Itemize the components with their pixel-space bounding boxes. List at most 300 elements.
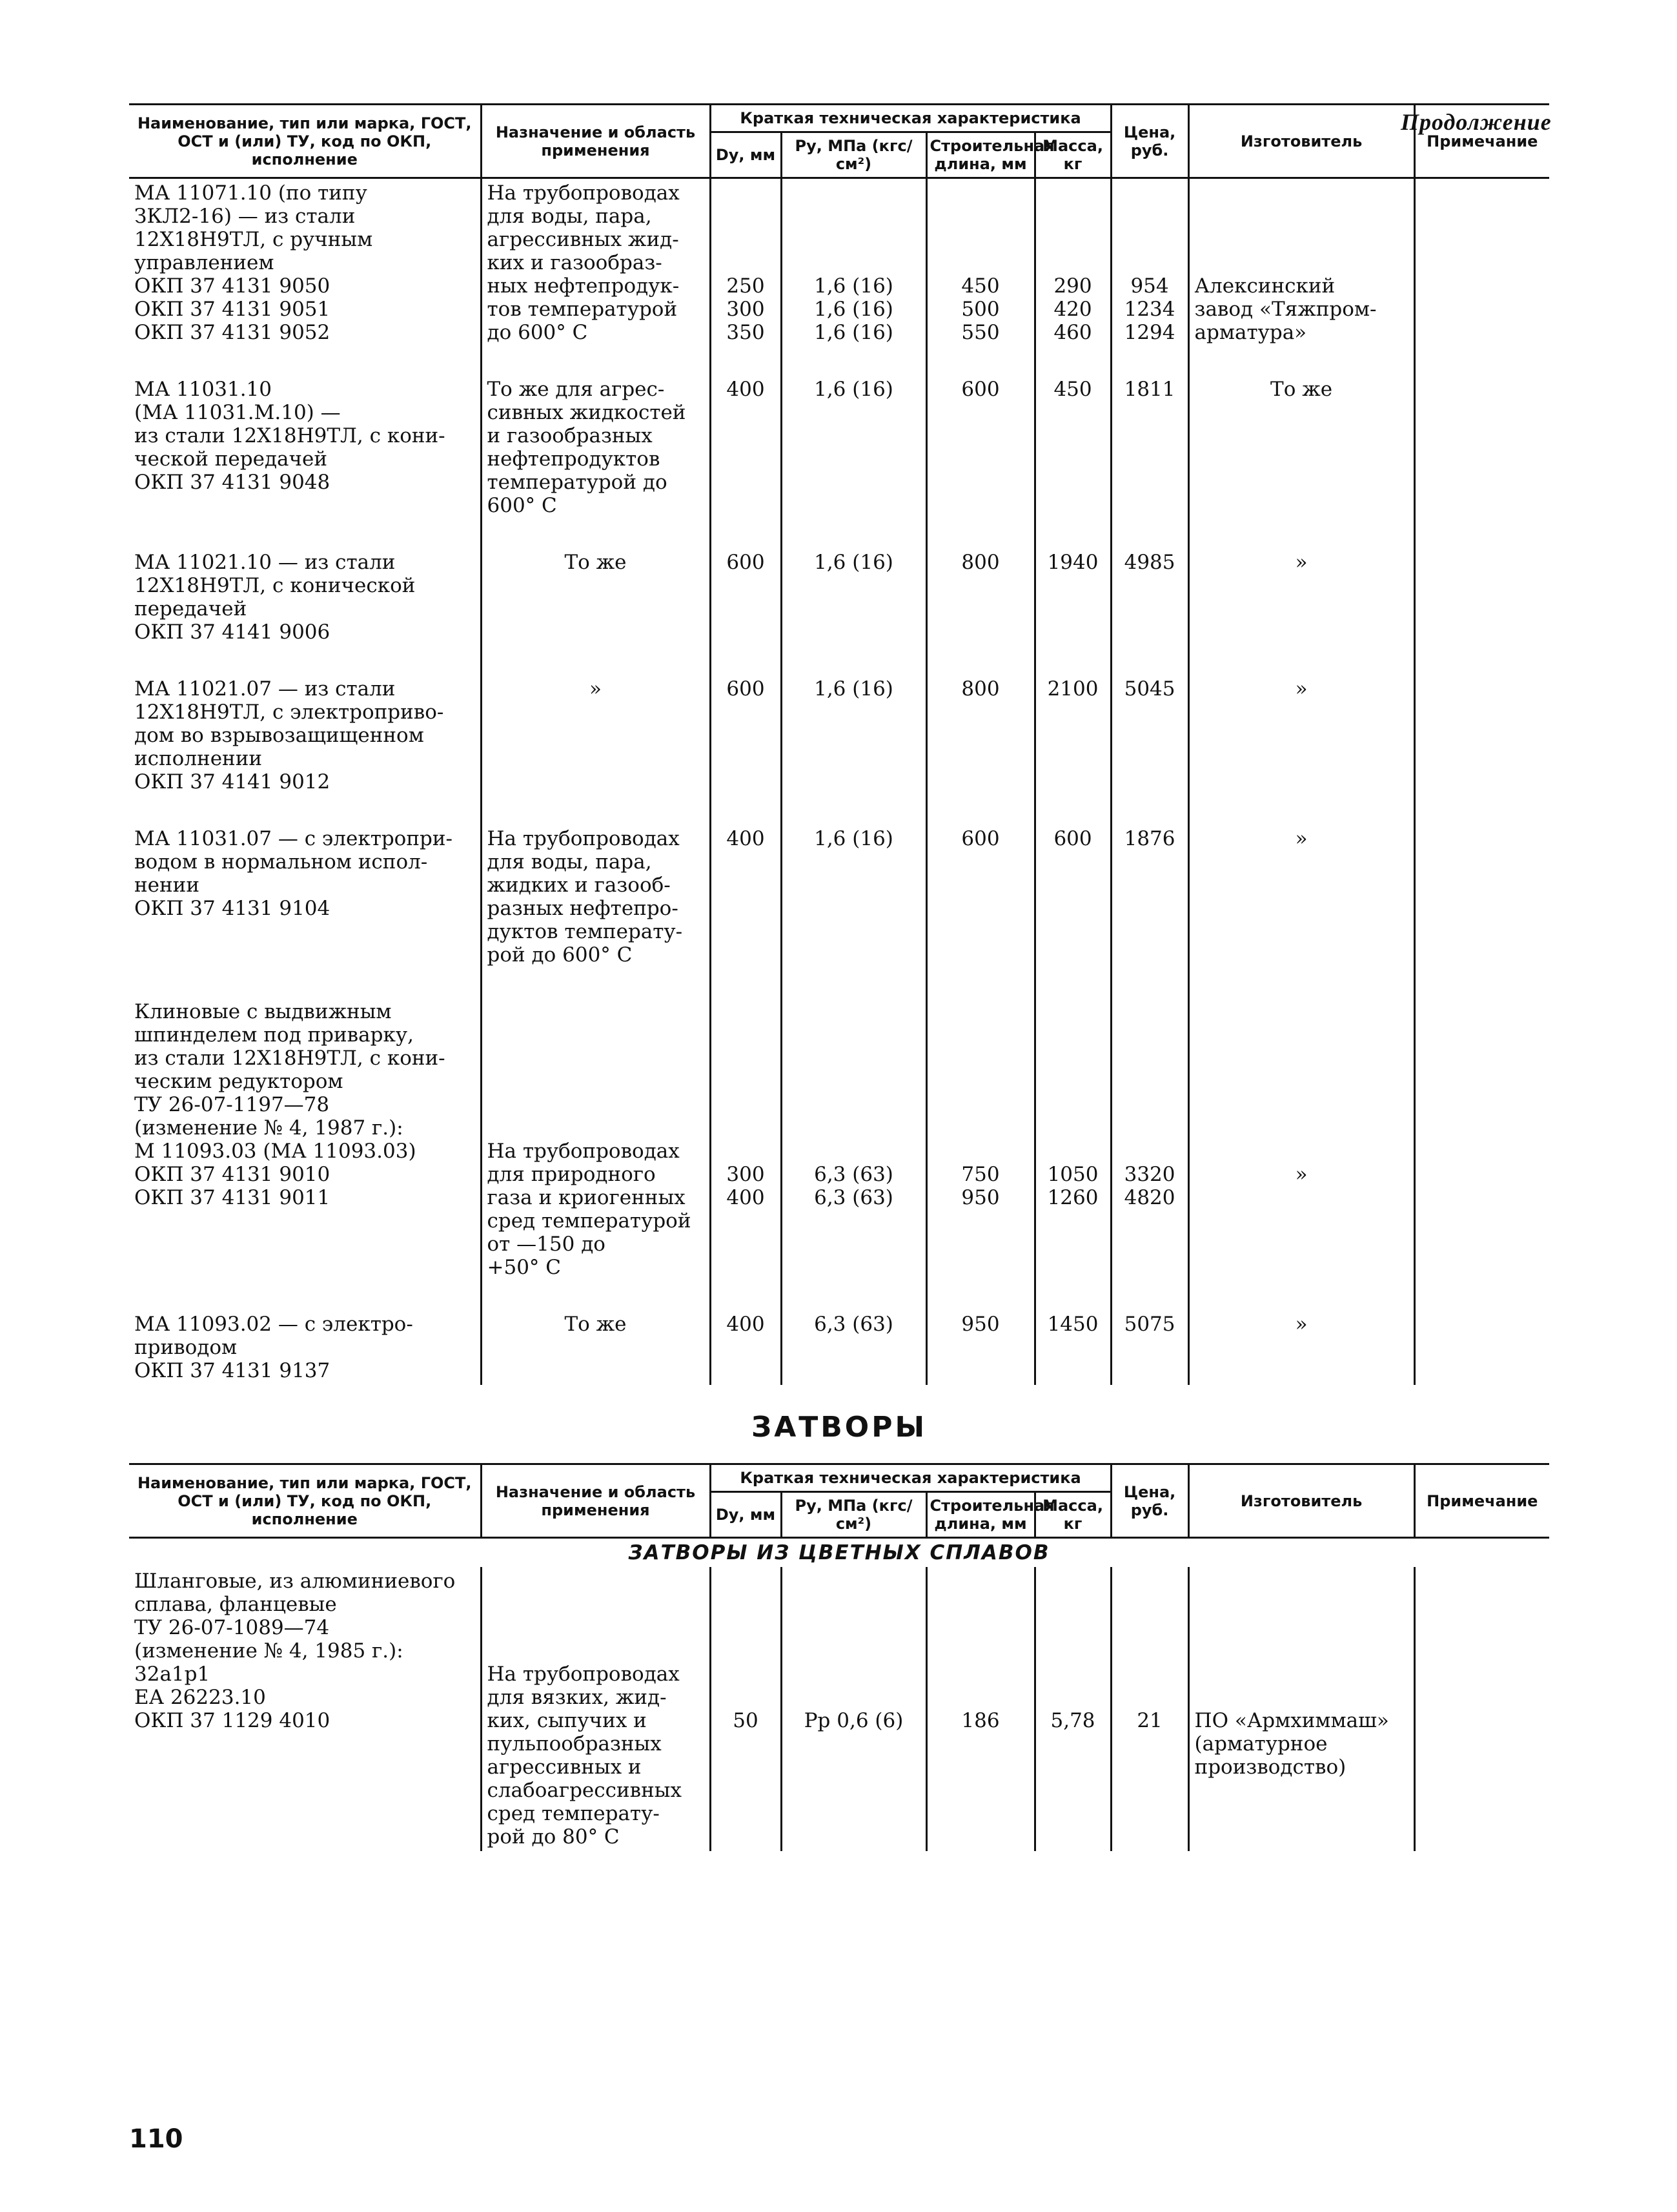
- spacer: [788, 205, 920, 228]
- cell-price-line: 1876: [1124, 827, 1175, 850]
- cell-name-line: нении: [134, 874, 199, 897]
- spacer: [717, 1570, 775, 1593]
- cell-purpose-line: и газообразных: [487, 424, 653, 447]
- cell-name-line: 12Х18Н9ТЛ, с конической: [134, 574, 416, 597]
- cell-purpose-line: рой до 600° С: [487, 943, 633, 967]
- cell-length-line: 950: [961, 1313, 1000, 1336]
- spacer: [487, 1593, 704, 1616]
- cell-dy-line: 300: [726, 298, 765, 321]
- cell-py-line: 1,6 (16): [814, 298, 893, 321]
- table-body: [129, 178, 1549, 1386]
- cell-purpose-line: нефтепродуктов: [487, 447, 660, 471]
- cell-price-line: 4985: [1124, 551, 1175, 574]
- header-dy: Dу, мм: [710, 132, 781, 178]
- header-tech-group: Краткая техническая характеристика: [710, 1464, 1111, 1492]
- cell-dy-line: 400: [726, 1186, 765, 1209]
- cell-name-line: ОКП 37 4131 9051: [134, 298, 330, 321]
- cell-purpose-line: ных нефтепродук-: [487, 274, 680, 298]
- cell-purpose-line: На трубопроводах: [487, 1663, 680, 1686]
- cell-name-line: 12Х18Н9ТЛ, с ручным: [134, 228, 373, 251]
- spacer: [933, 1593, 1029, 1616]
- spacer: [717, 1093, 775, 1116]
- spacer: [1117, 1593, 1183, 1616]
- spacer: [1117, 1023, 1183, 1047]
- spacer: [933, 251, 1029, 274]
- cell-maker-line: То же: [1270, 378, 1333, 401]
- spacer: [1117, 1070, 1183, 1093]
- spacer: [717, 181, 775, 205]
- cell-length: [926, 1567, 1035, 1851]
- spacer: [933, 1570, 1029, 1593]
- cell-py: [781, 1567, 926, 1851]
- spacer: [1117, 1686, 1183, 1709]
- cell-maker: [1188, 1310, 1414, 1385]
- spacer: [933, 205, 1029, 228]
- spacer: [933, 228, 1029, 251]
- spacer: [1195, 251, 1408, 274]
- cell-name-line: шпинделем под приварку,: [134, 1023, 414, 1047]
- cell-maker-line: »: [1295, 551, 1308, 574]
- cell-mass: [1035, 1310, 1111, 1385]
- spacer: [487, 1023, 704, 1047]
- spacer: [717, 251, 775, 274]
- spacer: [1041, 228, 1105, 251]
- cell-maker-line: (арматурное: [1194, 1732, 1328, 1756]
- cell-name: [129, 998, 481, 1282]
- cell-note: [1414, 1567, 1549, 1851]
- cell-maker-line: завод «Тяжпром-: [1194, 298, 1377, 321]
- cell-purpose: [481, 375, 710, 520]
- spacer: [933, 1000, 1029, 1023]
- table-row: [129, 548, 1549, 646]
- cell-mass-line: 1050: [1047, 1163, 1099, 1186]
- spacer: [933, 1093, 1029, 1116]
- cell-dy-line: 250: [726, 274, 765, 298]
- spacer: [1041, 1663, 1105, 1686]
- spacer: [933, 1686, 1029, 1709]
- cell-purpose: [481, 1567, 710, 1851]
- spacer: [788, 228, 920, 251]
- cell-purpose-line: для природного: [487, 1163, 656, 1186]
- spacer: [1195, 1570, 1408, 1593]
- spacer: [788, 1116, 920, 1140]
- cell-name-line: Клиновые с выдвижным: [134, 1000, 392, 1023]
- spacer: [717, 1116, 775, 1140]
- cell-maker-line: Алексинский: [1194, 274, 1336, 298]
- cell-length: [926, 998, 1035, 1282]
- cell-price: [1111, 675, 1188, 796]
- cell-purpose-line: тов температурой: [487, 298, 678, 321]
- spacer: [933, 1140, 1029, 1163]
- cell-name-line: 32а1р1: [134, 1663, 210, 1686]
- cell-maker: [1188, 1567, 1414, 1851]
- spacer: [1117, 1639, 1183, 1663]
- header-length: Строительная длина, мм: [926, 1492, 1035, 1538]
- cell-py: [781, 824, 926, 969]
- cell-price: [1111, 178, 1188, 347]
- spacer: [788, 1140, 920, 1163]
- spacer: [933, 1116, 1029, 1140]
- cell-mass: [1035, 375, 1111, 520]
- cell-purpose: [481, 178, 710, 347]
- subsection-title: ЗАТВОРЫ ИЗ ЦВЕТНЫХ СПЛАВОВ: [628, 1541, 1050, 1564]
- cell-py: [781, 998, 926, 1282]
- cell-length: [926, 1310, 1035, 1385]
- table-header: [129, 105, 1549, 178]
- header-purpose: Назначение и область применения: [481, 105, 710, 178]
- spacer: [788, 1593, 920, 1616]
- cell-purpose-line: для воды, пара,: [487, 850, 652, 874]
- cell-purpose-line: рой до 80° С: [487, 1825, 620, 1848]
- spacer: [1195, 1093, 1408, 1116]
- spacer: [933, 1070, 1029, 1093]
- cell-purpose: [481, 998, 710, 1282]
- spacer: [1117, 1140, 1183, 1163]
- cell-py-line: 1,6 (16): [814, 378, 893, 401]
- spacer: [1041, 1023, 1105, 1047]
- cell-purpose-line: до 600° С: [487, 321, 588, 344]
- cell-mass-line: 450: [1053, 378, 1092, 401]
- spacer: [1041, 1639, 1105, 1663]
- subsection-row: [129, 1538, 1549, 1568]
- spacer: [1041, 1686, 1105, 1709]
- spacer: [717, 1047, 775, 1070]
- header-dy: Dу, мм: [710, 1492, 781, 1538]
- cell-name-line: водом в нормальном испол-: [134, 850, 428, 874]
- spacer: [1117, 1570, 1183, 1593]
- cell-purpose-line: »: [589, 677, 602, 701]
- cell-price: [1111, 998, 1188, 1282]
- spacer: [788, 181, 920, 205]
- cell-name-line: МА 11093.02 — с электро-: [134, 1313, 413, 1336]
- spacer: [933, 1023, 1029, 1047]
- cell-maker: [1188, 998, 1414, 1282]
- cell-purpose-line: от —150 до: [487, 1233, 605, 1256]
- table-row: [129, 1310, 1549, 1385]
- cell-maker-line: арматура»: [1194, 321, 1307, 344]
- cell-maker-line: »: [1295, 1163, 1308, 1186]
- spacer: [1195, 1000, 1408, 1023]
- spacer: [1195, 1023, 1408, 1047]
- spacer: [487, 1116, 704, 1140]
- cell-dy-line: 600: [726, 677, 765, 701]
- cell-length-line: 600: [961, 827, 1000, 850]
- spacer: [1117, 251, 1183, 274]
- spacer: [1117, 1093, 1183, 1116]
- cell-py: [781, 675, 926, 796]
- page-number: 110: [129, 2124, 183, 2154]
- cell-purpose-line: То же для агрес-: [487, 378, 665, 401]
- cell-mass: [1035, 178, 1111, 347]
- cell-name-line: ОКП 37 4131 9010: [134, 1163, 330, 1186]
- spacer: [1041, 1140, 1105, 1163]
- cell-purpose-line: для воды, пара,: [487, 205, 652, 228]
- row-spacer: [129, 796, 1549, 824]
- cell-purpose-line: сивных жидкостей: [487, 401, 686, 424]
- cell-name-line: 12Х18Н9ТЛ, с электроприво-: [134, 701, 444, 724]
- spacer: [487, 1000, 704, 1023]
- spacer: [1041, 251, 1105, 274]
- spacer: [1041, 1093, 1105, 1116]
- spacer: [1041, 1116, 1105, 1140]
- spacer: [1041, 205, 1105, 228]
- cell-purpose-line: 600° С: [487, 494, 557, 517]
- spacer: [788, 1639, 920, 1663]
- cell-mass: [1035, 675, 1111, 796]
- header-mass: Масса, кг: [1035, 132, 1111, 178]
- cell-length-line: 800: [961, 551, 1000, 574]
- cell-name-line: управлением: [134, 251, 274, 274]
- spacer: [933, 1047, 1029, 1070]
- continuation-label: Продолжение: [1401, 109, 1552, 135]
- cell-name: [129, 824, 481, 969]
- spacer: [1041, 181, 1105, 205]
- spacer: [717, 1593, 775, 1616]
- cell-name-line: ТУ 26-07-1089—74: [134, 1616, 330, 1639]
- cell-purpose-line: жидких и газооб-: [487, 874, 671, 897]
- header-py: Pу, МПа (кгс/см²): [781, 1492, 926, 1538]
- cell-purpose-line: +50° С: [487, 1256, 561, 1279]
- header-mass: Масса, кг: [1035, 1492, 1111, 1538]
- table-row: [129, 1567, 1549, 1851]
- cell-name-line: ческим редуктором: [134, 1070, 343, 1093]
- table-row: [129, 178, 1549, 347]
- cell-name-line: ОКП 37 4141 9012: [134, 770, 330, 794]
- cell-name-line: МА 11071.10 (по типу: [134, 181, 367, 205]
- spacer: [1195, 1616, 1408, 1639]
- gates-table: [129, 1463, 1549, 1851]
- spacer: [1195, 1663, 1408, 1686]
- table-header: [129, 1464, 1549, 1538]
- cell-name-line: М 11093.03 (МА 11093.03): [134, 1140, 416, 1163]
- cell-length-line: 950: [961, 1186, 1000, 1209]
- spacer: [933, 1663, 1029, 1686]
- document-page: [129, 103, 1549, 1851]
- spacer: [1117, 228, 1183, 251]
- table-body: [129, 1538, 1549, 1852]
- cell-purpose-line: газа и криогенных: [487, 1186, 686, 1209]
- cell-price: [1111, 1310, 1188, 1385]
- spacer: [1195, 1639, 1408, 1663]
- header-py: Pу, МПа (кгс/см²): [781, 132, 926, 178]
- cell-price: [1111, 548, 1188, 646]
- cell-price-line: 1234: [1124, 298, 1175, 321]
- cell-name-line: Шланговые, из алюминиевого: [134, 1570, 456, 1593]
- header-note: Примечание: [1414, 105, 1549, 178]
- spacer: [1041, 1070, 1105, 1093]
- cell-purpose-line: температурой до: [487, 471, 667, 494]
- cell-purpose-line: для вязких, жид-: [487, 1686, 667, 1709]
- row-spacer: [129, 1282, 1549, 1310]
- cell-dy-line: 400: [726, 378, 765, 401]
- cell-purpose-line: сред температурой: [487, 1209, 691, 1233]
- spacer: [788, 1047, 920, 1070]
- cell-name-line: МА 11021.07 — из стали: [134, 677, 396, 701]
- cell-name-line: ОКП 37 4131 9050: [134, 274, 330, 298]
- header-maker: Изготовитель: [1188, 1464, 1414, 1538]
- cell-name-line: (изменение № 4, 1987 г.):: [134, 1116, 403, 1140]
- spacer: [487, 1639, 704, 1663]
- valves-table: [129, 103, 1549, 1385]
- cell-mass-line: 5,78: [1050, 1709, 1095, 1732]
- cell-price-line: 5045: [1124, 677, 1175, 701]
- header-price: Цена, руб.: [1111, 1464, 1188, 1538]
- cell-mass: [1035, 998, 1111, 1282]
- header-note: Примечание: [1414, 1464, 1549, 1538]
- cell-dy: [710, 675, 781, 796]
- cell-dy: [710, 548, 781, 646]
- row-spacer: [129, 347, 1549, 375]
- cell-name-line: из стали 12Х18Н9ТЛ, с кони-: [134, 424, 445, 447]
- spacer: [717, 1616, 775, 1639]
- cell-name-line: ОКП 37 1129 4010: [134, 1709, 330, 1732]
- cell-price-line: 1811: [1124, 378, 1175, 401]
- spacer: [717, 1140, 775, 1163]
- cell-py-line: 6,3 (63): [814, 1313, 893, 1336]
- cell-name-line: приводом: [134, 1336, 238, 1359]
- spacer: [788, 1023, 920, 1047]
- cell-name-line: МА 11031.07 — с электропри-: [134, 827, 452, 850]
- cell-length: [926, 375, 1035, 520]
- spacer: [487, 1070, 704, 1093]
- cell-length: [926, 548, 1035, 646]
- cell-maker-line: »: [1295, 677, 1308, 701]
- spacer: [487, 1047, 704, 1070]
- spacer: [1041, 1047, 1105, 1070]
- cell-purpose-line: разных нефтепро-: [487, 897, 678, 920]
- cell-name-line: МА 11031.10: [134, 378, 272, 401]
- cell-length-line: 500: [961, 298, 1000, 321]
- cell-price-line: 21: [1137, 1709, 1163, 1732]
- cell-mass: [1035, 824, 1111, 969]
- cell-dy: [710, 998, 781, 1282]
- cell-length-line: 600: [961, 378, 1000, 401]
- cell-dy-line: 50: [733, 1709, 758, 1732]
- spacer: [933, 181, 1029, 205]
- cell-mass-line: 420: [1053, 298, 1092, 321]
- cell-py: [781, 178, 926, 347]
- header-tech-group: Краткая техническая характеристика: [710, 105, 1111, 132]
- spacer: [717, 1639, 775, 1663]
- cell-price-line: 5075: [1124, 1313, 1175, 1336]
- row-spacer: [129, 969, 1549, 998]
- cell-dy-line: 300: [726, 1163, 765, 1186]
- cell-mass: [1035, 548, 1111, 646]
- spacer: [717, 1663, 775, 1686]
- cell-name: [129, 178, 481, 347]
- cell-mass-line: 1940: [1047, 551, 1099, 574]
- cell-name-line: сплава, фланцевые: [134, 1593, 337, 1616]
- spacer: [1117, 1047, 1183, 1070]
- cell-note: [1414, 998, 1549, 1282]
- cell-maker: [1188, 548, 1414, 646]
- cell-length: [926, 675, 1035, 796]
- cell-price-line: 1294: [1124, 321, 1175, 344]
- cell-note: [1414, 1310, 1549, 1385]
- spacer: [1117, 1116, 1183, 1140]
- spacer: [788, 1000, 920, 1023]
- cell-note: [1414, 675, 1549, 796]
- cell-maker-line: производство): [1194, 1756, 1347, 1779]
- header-length: Строительная длина, мм: [926, 132, 1035, 178]
- cell-dy: [710, 178, 781, 347]
- cell-maker: [1188, 375, 1414, 520]
- row-spacer: [129, 520, 1549, 548]
- spacer: [1117, 205, 1183, 228]
- cell-purpose-line: ких и газообраз-: [487, 251, 662, 274]
- cell-name-line: передачей: [134, 597, 247, 620]
- cell-name-line: (МА 11031.М.10) —: [134, 401, 341, 424]
- cell-name-line: ЕА 26223.10: [134, 1686, 266, 1709]
- cell-note: [1414, 824, 1549, 969]
- cell-name-line: ОКП 37 4131 9048: [134, 471, 330, 494]
- cell-py-line: 1,6 (16): [814, 677, 893, 701]
- spacer: [1041, 1570, 1105, 1593]
- cell-name-line: ЗКЛ2-16) — из стали: [134, 205, 356, 228]
- cell-name-line: ОКП 37 4131 9052: [134, 321, 330, 344]
- header-purpose: Назначение и область применения: [481, 1464, 710, 1538]
- spacer: [1195, 1140, 1408, 1163]
- cell-note: [1414, 375, 1549, 520]
- cell-purpose-line: дуктов температу-: [487, 920, 683, 943]
- cell-name: [129, 1567, 481, 1851]
- cell-name-line: МА 11021.10 — из стали: [134, 551, 396, 574]
- spacer: [1195, 1686, 1408, 1709]
- table-row: [129, 375, 1549, 520]
- spacer: [1195, 228, 1408, 251]
- spacer: [717, 1000, 775, 1023]
- spacer: [717, 228, 775, 251]
- cell-purpose: [481, 824, 710, 969]
- cell-price-line: 954: [1130, 274, 1169, 298]
- cell-py-line: 1,6 (16): [814, 827, 893, 850]
- cell-price-line: 3320: [1124, 1163, 1175, 1186]
- spacer: [1195, 1593, 1408, 1616]
- spacer: [1195, 1070, 1408, 1093]
- spacer: [788, 251, 920, 274]
- spacer: [1117, 1616, 1183, 1639]
- cell-maker: [1188, 675, 1414, 796]
- table-row: [129, 998, 1549, 1282]
- cell-purpose-line: агрессивных и: [487, 1756, 642, 1779]
- cell-name-line: ОКП 37 4131 9104: [134, 897, 330, 920]
- cell-note: [1414, 178, 1549, 347]
- cell-dy: [710, 1567, 781, 1851]
- spacer: [717, 1686, 775, 1709]
- spacer: [717, 205, 775, 228]
- cell-py: [781, 1310, 926, 1385]
- cell-price-line: 4820: [1124, 1186, 1175, 1209]
- spacer: [788, 1093, 920, 1116]
- cell-purpose-line: На трубопроводах: [487, 181, 680, 205]
- cell-mass-line: 460: [1053, 321, 1092, 344]
- spacer: [1195, 1116, 1408, 1140]
- cell-maker-line: ПО «Армхиммаш»: [1194, 1709, 1389, 1732]
- cell-purpose: [481, 675, 710, 796]
- cell-length-line: 800: [961, 677, 1000, 701]
- spacer: [788, 1663, 920, 1686]
- cell-length: [926, 824, 1035, 969]
- spacer: [933, 1616, 1029, 1639]
- cell-py: [781, 548, 926, 646]
- cell-py: [781, 375, 926, 520]
- cell-name-line: ОКП 37 4141 9006: [134, 620, 330, 644]
- cell-py-line: 1,6 (16): [814, 551, 893, 574]
- cell-purpose: [481, 548, 710, 646]
- cell-purpose-line: То же: [564, 1313, 627, 1336]
- cell-name-line: исполнении: [134, 747, 263, 770]
- spacer: [1117, 1000, 1183, 1023]
